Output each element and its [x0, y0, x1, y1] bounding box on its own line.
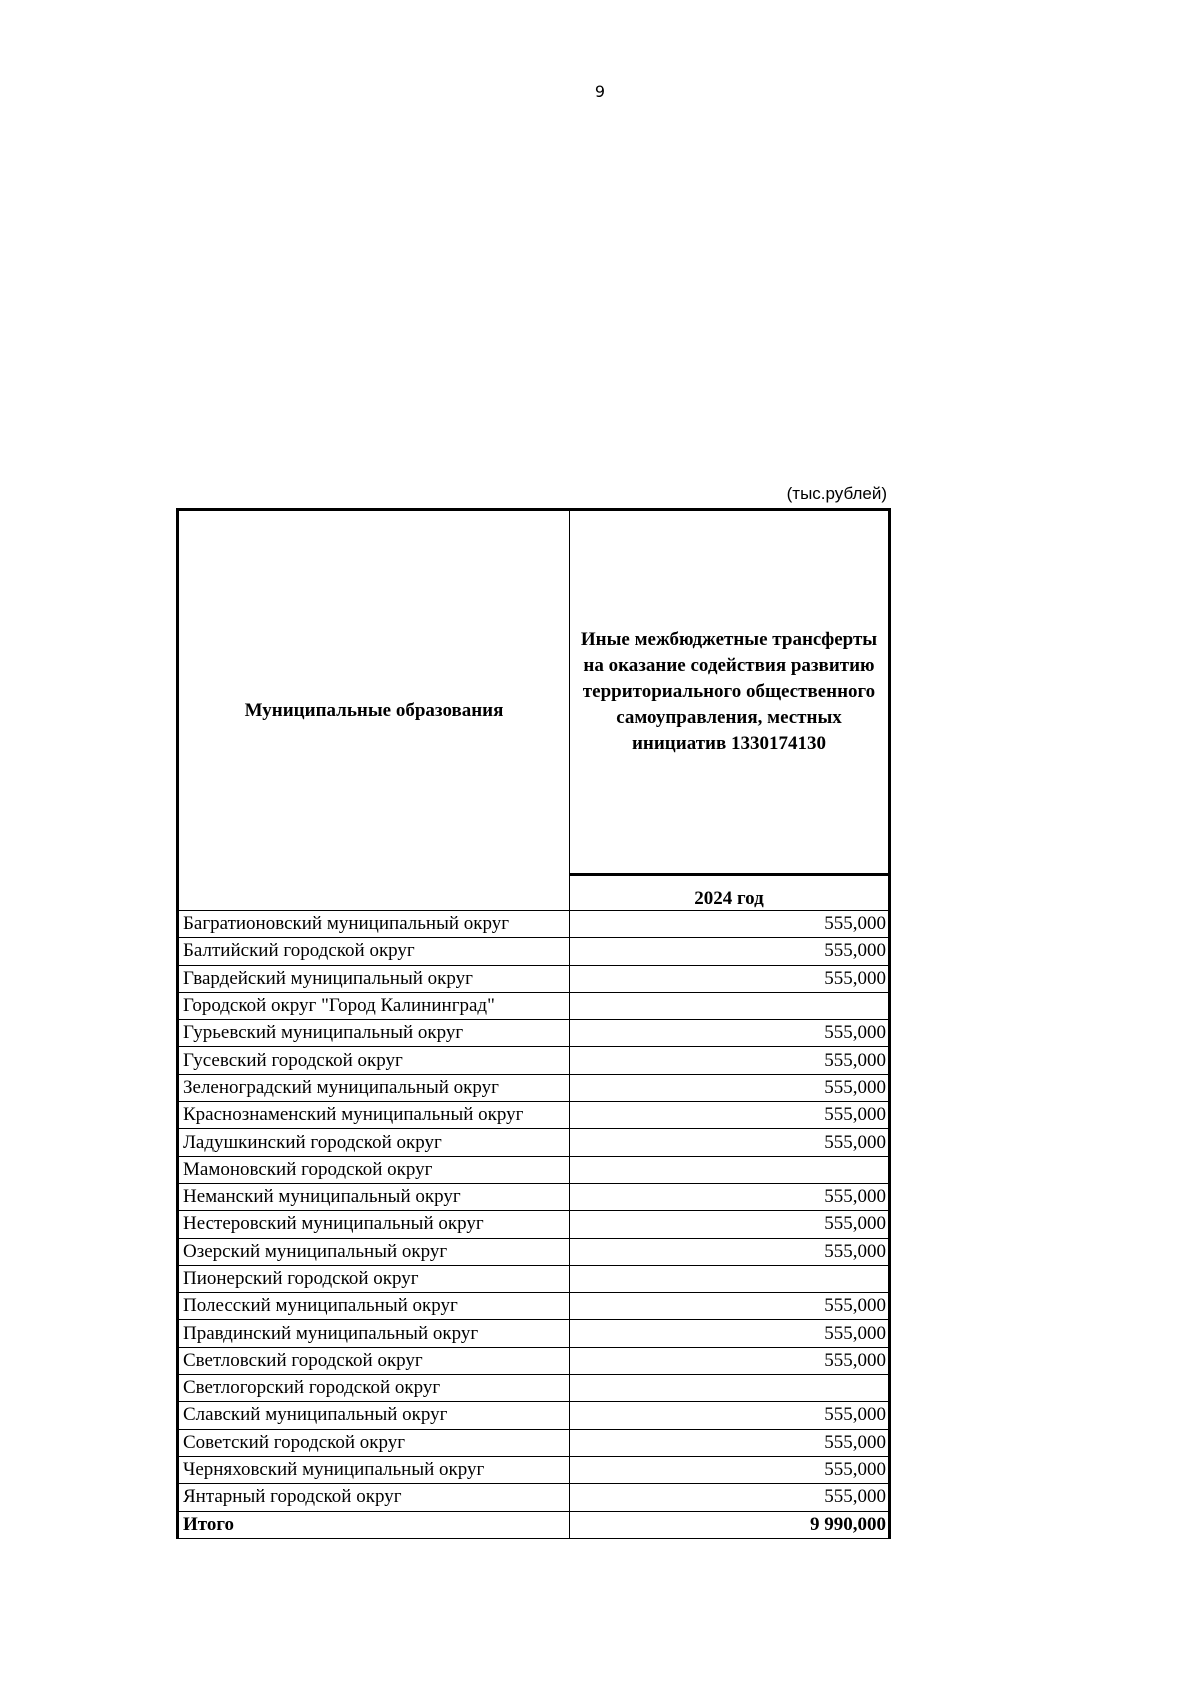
table-row	[178, 938, 890, 965]
municipality-name: Янтарный городской округ	[178, 1484, 570, 1511]
municipality-name: Пионерский городской округ	[178, 1265, 570, 1292]
table-row	[178, 1320, 890, 1347]
municipality-name: Ладушкинский городской округ	[178, 1129, 570, 1156]
municipality-name: Озерский муниципальный округ	[178, 1238, 570, 1265]
municipality-name: Нестеровский муниципальный округ	[178, 1211, 570, 1238]
table-row	[178, 1074, 890, 1101]
total-label: Итого	[178, 1511, 570, 1538]
transfer-amount: 555,000	[570, 1211, 890, 1238]
municipality-name: Советский городской округ	[178, 1429, 570, 1456]
table-row	[178, 1265, 890, 1292]
table-row	[178, 992, 890, 1019]
transfer-amount: 555,000	[570, 965, 890, 992]
municipality-name: Багратионовский муниципальный округ	[178, 911, 570, 938]
table-body	[178, 911, 890, 1539]
allocation-table	[176, 508, 891, 1539]
table-row	[178, 1211, 890, 1238]
municipality-name: Мамоновский городской округ	[178, 1156, 570, 1183]
table-row	[178, 1020, 890, 1047]
header-municipalities: Муниципальные образования	[178, 510, 570, 911]
transfer-amount: 555,000	[570, 1456, 890, 1483]
table-row	[178, 965, 890, 992]
transfer-amount: 555,000	[570, 911, 890, 938]
municipality-name: Полесский муниципальный округ	[178, 1293, 570, 1320]
table-row	[178, 1375, 890, 1402]
municipality-name: Краснознаменский муниципальный округ	[178, 1102, 570, 1129]
table-row	[178, 1047, 890, 1074]
municipality-name: Правдинский муниципальный округ	[178, 1320, 570, 1347]
municipality-name: Гвардейский муниципальный округ	[178, 965, 570, 992]
table-row	[178, 1238, 890, 1265]
transfer-amount	[570, 1375, 890, 1402]
transfer-amount: 555,000	[570, 1320, 890, 1347]
transfer-amount: 555,000	[570, 1102, 890, 1129]
transfer-amount: 555,000	[570, 1238, 890, 1265]
municipality-name: Городской округ "Город Калининград"	[178, 992, 570, 1019]
table-row	[178, 911, 890, 938]
transfer-amount: 555,000	[570, 938, 890, 965]
transfer-amount	[570, 992, 890, 1019]
transfer-amount: 555,000	[570, 1183, 890, 1210]
municipality-name: Гусевский городской округ	[178, 1047, 570, 1074]
total-amount: 9 990,000	[570, 1511, 890, 1538]
municipality-name: Балтийский городской округ	[178, 938, 570, 965]
transfer-amount: 555,000	[570, 1074, 890, 1101]
transfer-amount: 555,000	[570, 1020, 890, 1047]
header-transfers-description: Иные межбюджетные трансферты на оказание содействия развитию территориального общественного самоуправления, местных инициатив 1330174130	[570, 510, 890, 875]
table-row	[178, 1456, 890, 1483]
page-number: 9	[594, 82, 606, 101]
transfer-amount: 555,000	[570, 1484, 890, 1511]
transfer-amount: 555,000	[570, 1293, 890, 1320]
municipality-name: Неманский муниципальный округ	[178, 1183, 570, 1210]
municipality-name: Светловский городской округ	[178, 1347, 570, 1374]
total-row	[178, 1511, 890, 1538]
transfer-amount: 555,000	[570, 1429, 890, 1456]
municipality-name: Зеленоградский муниципальный округ	[178, 1074, 570, 1101]
table-row	[178, 1102, 890, 1129]
municipality-name: Гурьевский муниципальный округ	[178, 1020, 570, 1047]
table-row	[178, 1429, 890, 1456]
transfer-amount: 555,000	[570, 1402, 890, 1429]
transfer-amount: 555,000	[570, 1347, 890, 1374]
municipality-name: Славский муниципальный округ	[178, 1402, 570, 1429]
units-label: (тыс.рублей)	[786, 484, 887, 503]
table-row	[178, 1183, 890, 1210]
table-row	[178, 1156, 890, 1183]
municipality-name: Светлогорский городской округ	[178, 1375, 570, 1402]
table-row	[178, 1129, 890, 1156]
transfer-amount: 555,000	[570, 1129, 890, 1156]
table-row	[178, 1347, 890, 1374]
municipality-name: Черняховский муниципальный округ	[178, 1456, 570, 1483]
transfer-amount	[570, 1265, 890, 1292]
header-row	[178, 510, 890, 875]
table-row	[178, 1293, 890, 1320]
transfer-amount	[570, 1156, 890, 1183]
header-year: 2024 год	[570, 875, 890, 911]
table-row	[178, 1484, 890, 1511]
table-row	[178, 1402, 890, 1429]
transfer-amount: 555,000	[570, 1047, 890, 1074]
